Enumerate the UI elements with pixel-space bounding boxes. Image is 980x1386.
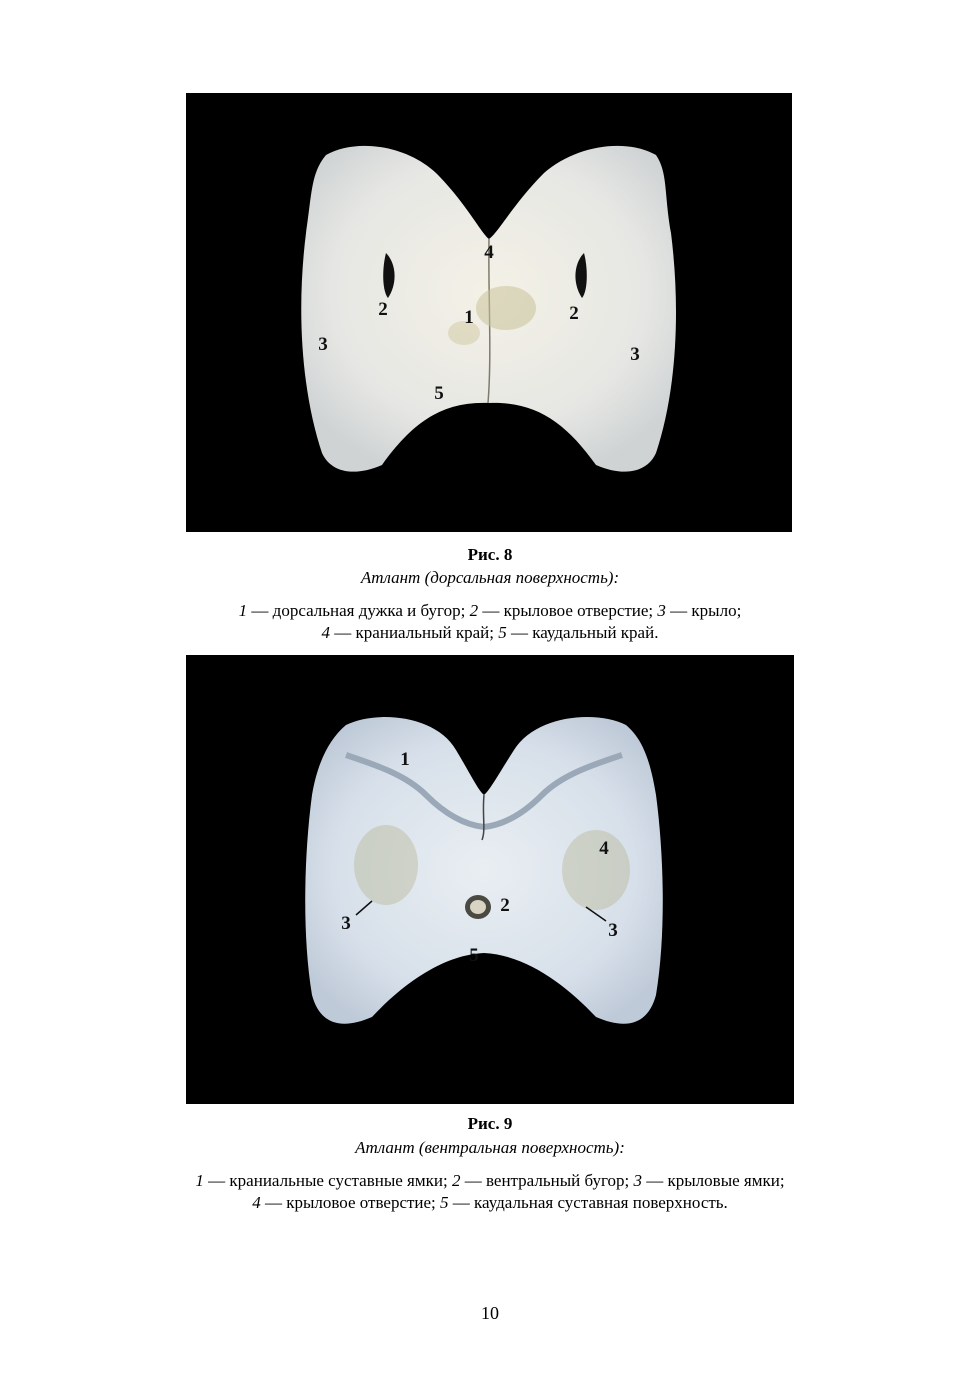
legend-text: — вентральный бугор; <box>460 1171 634 1190</box>
figure-8-photo <box>186 93 792 532</box>
atlas-dorsal-illustration <box>186 93 792 532</box>
figure-8-legend-line-2 <box>0 622 980 644</box>
legend-text: — краниальный край; <box>330 623 499 642</box>
legend-num: 4 <box>252 1193 261 1212</box>
figure-8-legend <box>0 600 980 644</box>
legend-num: 5 <box>440 1193 449 1212</box>
dorsal-label-5: 5 <box>434 383 444 404</box>
legend-text: — дорсальная дужка и бугор; <box>247 601 470 620</box>
legend-num: 4 <box>321 623 331 642</box>
figure-9-subtitle: Атлант (вентральная поверхность): <box>355 1138 625 1157</box>
legend-num: 2 <box>451 1171 461 1190</box>
legend-num: 3 <box>633 1171 642 1190</box>
ventral-label-3-left: 3 <box>341 913 351 934</box>
figure-9-legend-line-2 <box>0 1192 980 1214</box>
legend-text: — крыловое отверстие; <box>478 601 658 620</box>
legend-text: — каудальная суставная поверхность. <box>448 1193 728 1212</box>
legend-text: — краниальные суставные ямки; <box>203 1171 452 1190</box>
figure-9-photo <box>186 655 794 1104</box>
ventral-label-4: 4 <box>599 838 609 859</box>
dorsal-label-3-right: 3 <box>630 344 640 365</box>
legend-num: 5 <box>498 623 507 642</box>
figure-9-legend <box>0 1170 980 1214</box>
dorsal-label-4: 4 <box>484 242 494 263</box>
legend-text: — каудальный край. <box>506 623 659 642</box>
legend-num: 3 <box>657 601 666 620</box>
legend-num: 1 <box>195 1171 204 1190</box>
ventral-label-2: 2 <box>500 895 510 916</box>
atlas-ventral-illustration <box>186 655 794 1104</box>
figure-8-legend-line-1 <box>0 600 980 622</box>
ventral-label-5: 5 <box>469 945 479 966</box>
ventral-label-1: 1 <box>400 749 410 770</box>
dorsal-label-2-right: 2 <box>569 303 579 324</box>
legend-text: — крыловое отверстие; <box>260 1193 441 1212</box>
legend-num: 1 <box>238 601 248 620</box>
legend-num: 2 <box>469 601 479 620</box>
legend-text: — крыловые ямки; <box>642 1171 785 1190</box>
dorsal-label-3-left: 3 <box>318 334 328 355</box>
figure-9-title: Рис. 9 <box>467 1114 513 1133</box>
dorsal-label-2-left: 2 <box>378 299 388 320</box>
ventral-label-3-right: 3 <box>608 920 618 941</box>
dorsal-label-1: 1 <box>464 307 474 328</box>
figure-8-title: Рис. 8 <box>467 545 513 564</box>
legend-text: — крыло; <box>665 601 742 620</box>
figure-9-legend-line-1 <box>0 1170 980 1192</box>
page-number: 10 <box>481 1303 499 1323</box>
figure-8-subtitle: Атлант (дорсальная поверхность): <box>360 568 620 587</box>
